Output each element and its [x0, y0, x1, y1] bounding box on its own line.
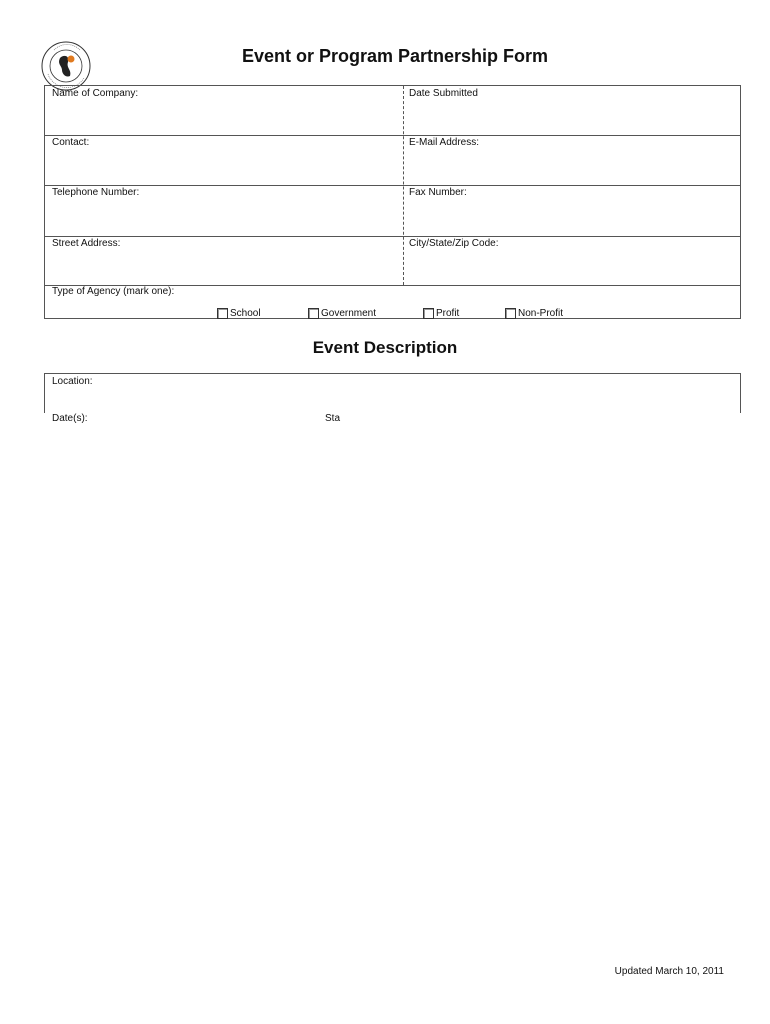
agency-option-school[interactable] [217, 307, 261, 319]
checkbox-icon[interactable] [308, 308, 319, 319]
date-submitted-field[interactable]: Date Submitted [409, 88, 478, 99]
partner-info-form [44, 85, 741, 319]
updated-date-footer: Updated March 10, 2011 [614, 966, 724, 977]
start-time-field[interactable]: Sta [325, 413, 341, 424]
form-title: Event or Program Partnership Form [241, 46, 549, 66]
dates-field[interactable]: Date(s): [52, 413, 88, 424]
checkbox-icon[interactable] [217, 308, 228, 319]
agency-option-label: Non-Profit [518, 307, 564, 319]
row-divider [45, 135, 740, 136]
checkbox-icon[interactable] [423, 308, 434, 319]
street-address-field[interactable]: Street Address: [52, 238, 121, 249]
agency-option-non-profit[interactable] [505, 307, 563, 319]
agency-type-label: Type of Agency (mark one): [52, 286, 175, 297]
agency-option-label: Government [321, 307, 377, 319]
agency-option-profit[interactable] [423, 307, 459, 319]
checkbox-icon[interactable] [505, 308, 516, 319]
contact-field[interactable]: Contact: [52, 137, 90, 148]
agency-option-label: Profit [436, 307, 460, 319]
row-divider [45, 236, 740, 237]
event-location-box [44, 373, 741, 413]
event-description-heading: Event Description [312, 338, 458, 357]
email-field[interactable]: E-Mail Address: [409, 137, 480, 148]
city-state-zip-field[interactable]: City/State/Zip Code: [409, 238, 499, 249]
company-name-field[interactable]: Name of Company: [52, 88, 139, 99]
agency-option-government[interactable] [308, 307, 376, 319]
fax-field[interactable]: Fax Number: [409, 187, 467, 198]
location-field[interactable]: Location: [52, 376, 93, 387]
telephone-field[interactable]: Telephone Number: [52, 187, 140, 198]
agency-option-label: School [230, 307, 261, 319]
row-divider [45, 185, 740, 186]
